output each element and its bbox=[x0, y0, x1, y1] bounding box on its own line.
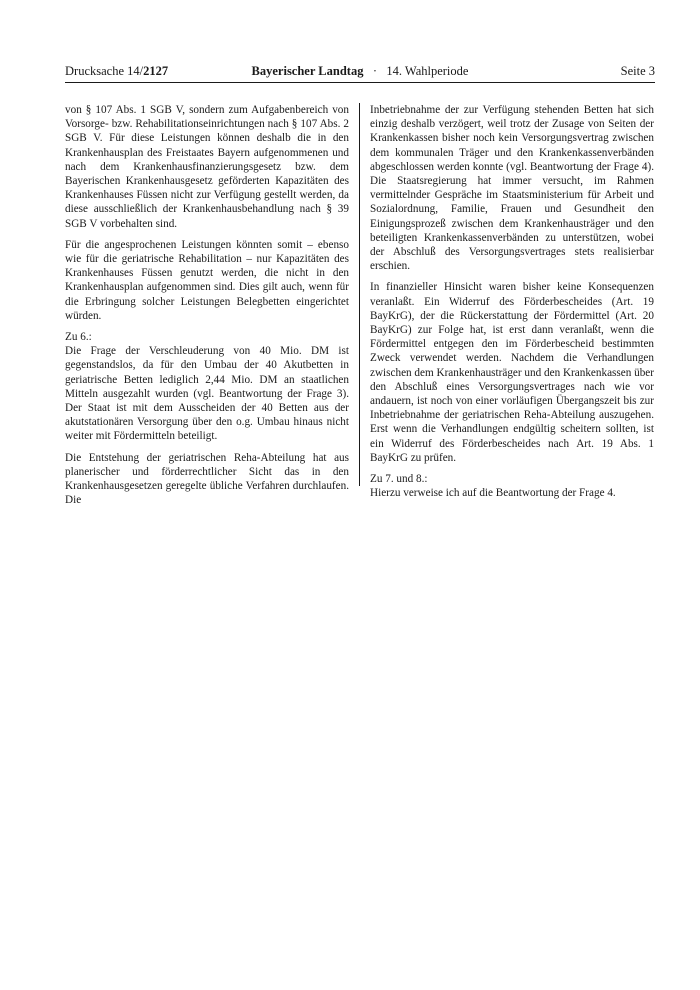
document-number-bold: 2127 bbox=[143, 64, 169, 78]
section-heading: Zu 7. und 8.: bbox=[370, 473, 428, 486]
parliament-name: Bayerischer Landtag bbox=[251, 64, 364, 78]
column-divider bbox=[359, 103, 360, 486]
paragraph: Für die angesprochenen Leistungen könnten somit – ebenso wie für die geriatrische Rehabilitation – nur Kapazitäten des Krankenhauses Füssen genutzt werden, die nicht in den Krankenhausplan aufgenommen sind. Dies gilt auch, wenn für die Erbringung solcher Leistungen Belegbetten eingerichtet würden. bbox=[65, 238, 349, 322]
paragraph: Hierzu verweise ich auf die Beantwortung der Frage 4. bbox=[370, 487, 616, 500]
legislative-period: 14. Wahlperiode bbox=[386, 64, 469, 78]
paragraph: Die Frage der Verschleuderung von 40 Mio. DM ist gegenstandslos, da für den Umbau der 40 Akutbetten in geriatrische Betten lediglich 2,44 Mio. DM an staatlichen Mitteln ausgezahlt wurden (vgl. Beantwortung der Frage 3). Der Staat ist mit dem Ausscheiden der 40 Betten aus der akutstationären Versorgung über den o.g. Umbau hinaus nicht weiter mit Fördermitteln beteiligt. bbox=[65, 345, 349, 443]
page-header bbox=[65, 63, 655, 79]
paragraph: Die Entstehung der geriatrischen Reha-Abteilung hat aus planerischer und förderrechtlicher Sicht das in den Krankenhausgesetzen geregelte übliche Verfahren durchlaufen. Die bbox=[65, 451, 349, 507]
right-column bbox=[370, 103, 654, 507]
parliament-title bbox=[65, 63, 655, 79]
document-number: Drucksache 14/2127 bbox=[65, 64, 169, 78]
page-number: Seite 3 bbox=[620, 64, 655, 78]
header-rule bbox=[65, 82, 655, 83]
section-heading: Zu 6.: bbox=[65, 331, 92, 344]
left-column bbox=[65, 103, 349, 514]
paragraph: In finanzieller Hinsicht waren bisher keine Konsequenzen veranlaßt. Ein Widerruf des Förderbescheides (Art. 19 BayKrG), der die Rückerstattung der Fördermittel (Art. 20 BayKrG) zur Folge hat, ist erst dann veranlaßt, wenn die Fördermittel entgegen den im Förderbescheid bestimmten Zweck verwendet werden. Nachdem die Verhandlungen zwischen dem Krankenhausträger und den Krankenkassen über den Abschluß eines Versorgungsvertrages nach wie vor andauern, ist noch von einer vorläufigen Übergangszeit bis zur Inbetriebnahme der geriatrischen Reha-Abteilung auszugehen. Erst wenn die Verhandlungen endgültig scheitern sollten, ist ein Widerruf des Förderbescheides nach Art. 19 Abs. 1 BayKrG zu prüfen. bbox=[370, 281, 654, 464]
paragraph: von § 107 Abs. 1 SGB V, sondern zum Aufgabenbereich von Vorsorge- bzw. Rehabilitationseinrichtungen nach § 107 Abs. 2 SGB V. Für diese Leistungen können deshalb die in den Krankenhausplan des Freistaates Bayern aufgenommenen und nach dem Krankenhausfinanzierungsgesetz bzw. dem Bayerischen Krankenhausgesetz geförderten Kapazitäten des Krankenhauses Füssen nicht zur Verfügung gestellt werden, da diese ausschließlich der Krankenhausbehandlung nach § 39 SGB V vorbehalten sind. bbox=[65, 104, 349, 230]
paragraph: Inbetriebnahme der zur Verfügung stehenden Betten hat sich einzig deshalb verzögert, weil trotz der Zusage von Seiten der Krankenkassen bisher noch kein Versorgungsvertrag zwischen dem kommunalen Träger und den Krankenkassenverbänden abgeschlossen werden konnte (vgl. Beantwortung der Frage 4). Die Staatsregierung hat immer versucht, im Rahmen vermittelnder Gespräche im Staatsministerium für Arbeit und Sozialordnung, Familie, Frauen und Gesundheit den Einigungsprozeß zwischen dem Krankenhausträger und den beteiligten Krankenkassenverbänden zu unterstützen, wobei der Abschluß des Versorgungsvertrages stets realisierbar erschien. bbox=[370, 104, 654, 273]
header-separator: · bbox=[372, 64, 377, 78]
